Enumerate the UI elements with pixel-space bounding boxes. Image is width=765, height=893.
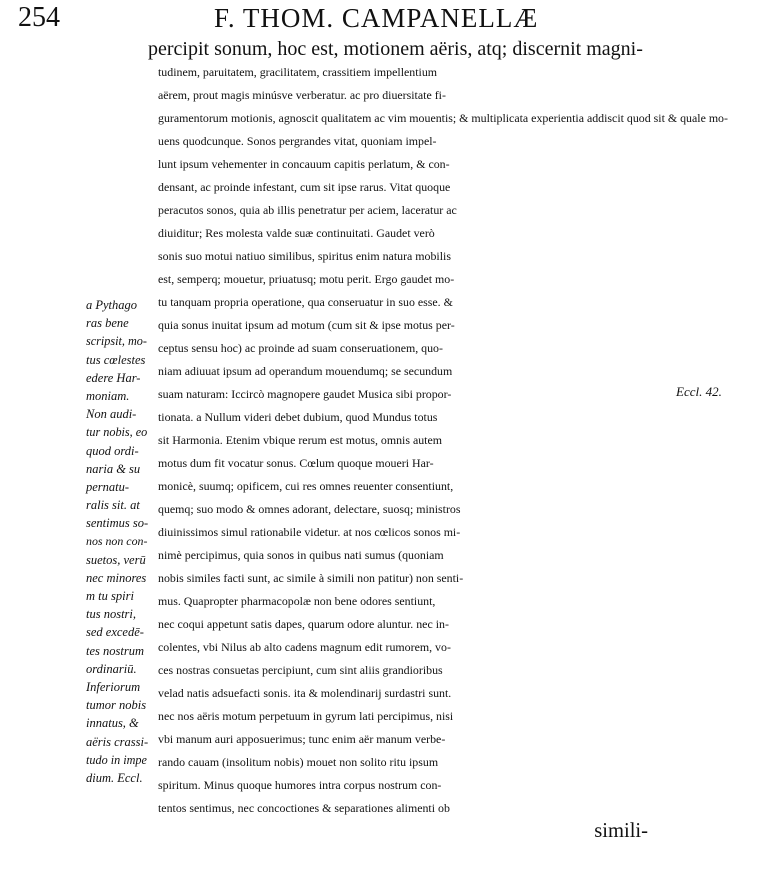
text-line: tudinem, paruitatem, gracilitatem, crassitiem impellentium	[158, 65, 438, 79]
margin-note-line: quod ordi-	[86, 443, 139, 458]
text-line: est, semperq; mouetur, priuatusq; motu perit. Ergo gaudet mo-	[158, 272, 455, 286]
margin-note-line: ralis sit. at	[86, 498, 140, 513]
text-line: sit Harmonia. Etenim vbique rerum est motus, omnis autem	[158, 433, 443, 447]
margin-note-line: nos non con-	[86, 534, 148, 549]
text-line: colentes, vbi Nilus ab alto cadens magnum edit rumorem, vo-	[158, 640, 451, 654]
text-line: tentos sentimus, nec concoctiones & separationes alimenti ob	[158, 801, 450, 815]
text-line: nobis similes facti sunt, ac simile à simili non patitur) non senti-	[158, 571, 464, 585]
margin-note-line: suetos, verū	[86, 552, 146, 567]
text-line: niam adiuuat ipsum ad operandum mouendumq; se secundum	[158, 364, 453, 378]
text-line: ces nostras consuetas percipiunt, cum sint aliis grandioribus	[158, 663, 443, 677]
margin-note-line: Inferiorum	[86, 679, 141, 694]
page-number: 254	[18, 2, 60, 33]
text-line: monicè, suumq; opificem, cui res omnes reuenter consentiunt,	[158, 479, 454, 493]
margin-note-line: dium. Eccl.	[86, 770, 143, 785]
text-line: quemq; suo modo & omnes adorant, delectare, suosq; ministros	[158, 502, 461, 516]
text-line: vbi manum auri apposuerimus; tunc enim aër manum verbe-	[158, 732, 446, 746]
margin-note-line: tes nostrum	[86, 643, 144, 658]
margin-note-line: pernatu-	[86, 479, 130, 494]
margin-note-right: Eccl. 42.	[676, 384, 722, 399]
margin-note-line: scripsit, mo-	[86, 334, 147, 349]
margin-note-left	[86, 296, 148, 787]
text-line: sonis suo motui natiuo similibus, spiritus enim natura mobilis	[158, 249, 451, 263]
text-line: tu tanquam propria operatione, qua conseruatur in suo esse. &	[158, 295, 453, 309]
margin-note-line: tus cœlestes	[86, 352, 146, 367]
margin-note-line: tus nostri,	[86, 607, 137, 622]
running-head: F. THOM. CAMPANELLÆ	[214, 3, 539, 33]
margin-note-line: tur nobis, eo	[86, 425, 148, 440]
margin-note-line: m tu spiri	[86, 589, 134, 603]
text-line: ceptus sensu hoc) ac proinde ad suam conseruationem, quo-	[158, 341, 443, 355]
text-line: percipit sonum, hoc est, motionem aëris, atq; discernit magni-	[148, 38, 643, 60]
margin-note-line: innatus, &	[86, 716, 139, 731]
text-line: quia sonus inuitat ipsum ad motum (cum sit & ipse motus per-	[158, 318, 455, 332]
text-line: guramentorum motionis, agnoscit qualitatem ac vim mouentis; & multiplicata experientia addiscit quod sit & quale mo-	[158, 111, 728, 125]
margin-note-line: tumor nobis	[86, 698, 147, 713]
text-line: diuinissimos simul rationabile videtur. at nos cœlicos sonos mi-	[158, 525, 461, 539]
margin-note-line: moniam.	[86, 388, 130, 403]
text-line: rando cauam (insolitum nobis) mouet non solito ritu ipsum	[158, 755, 439, 769]
text-line: peracutos sonos, quia ab illis penetratur per aciem, laceratur ac	[158, 203, 457, 217]
margin-note-line: nec minores	[86, 570, 147, 585]
text-line: diuiditur; Res molesta valde suæ continuitati. Gaudet verò	[158, 226, 435, 240]
page-header	[18, 2, 748, 36]
margin-note-line: Non audi-	[86, 407, 137, 422]
text-line: nec nos aëris motum perpetuum in gyrum lati percipimus, nisi	[158, 709, 454, 723]
text-line: uens quodcunque. Sonos pergrandes vitat, quoniam impel-	[158, 134, 437, 148]
text-line: nimè percipimus, quia sonos in quibus nati sumus (quoniam	[158, 548, 444, 562]
margin-note-line: edere Har-	[86, 370, 141, 385]
text-line: nec coqui appetunt satis dapes, quarum odore aluntur. nec in-	[158, 617, 449, 631]
margin-note-line: naria & su	[86, 461, 141, 476]
text-line: aërem, prout magis minúsve verberatur. ac pro diuersitate fi-	[158, 88, 446, 102]
text-line: motus dum fit vocatur sonus. Cœlum quoque moueri Har-	[158, 456, 434, 470]
text-line: suam naturam: Iccircò magnopere gaudet Musica sibi propor-	[158, 387, 452, 401]
text-line: velad natis adsuefacti sonis. ita & molendinarij surdastri sunt.	[158, 686, 452, 700]
margin-note-line: ras bene	[86, 316, 129, 331]
margin-note-line: sentimus so-	[86, 516, 149, 531]
text-line: lunt ipsum vehementer in concauum capitis perlatum, & con-	[158, 157, 450, 171]
margin-note-line: aëris crassi-	[86, 734, 149, 749]
text-line: densant, ac proinde infestant, cum sit ipse rarus. Vitat quoque	[158, 180, 451, 194]
margin-note-line: ordinariū.	[86, 661, 137, 676]
catchword: simili-	[594, 820, 648, 842]
margin-note-line: sed excedē-	[86, 625, 144, 640]
text-line: tionata. a Nullum videri debet dubium, quod Mundus totus	[158, 410, 438, 424]
text-line: spiritum. Minus quoque humores intra corpus nostrum con-	[158, 778, 442, 792]
text-line: mus. Quapropter pharmacopolæ non bene odores sentiunt,	[158, 594, 436, 608]
margin-note-line: tudo in impe	[86, 752, 147, 767]
margin-note-line: a Pythago	[86, 298, 138, 312]
